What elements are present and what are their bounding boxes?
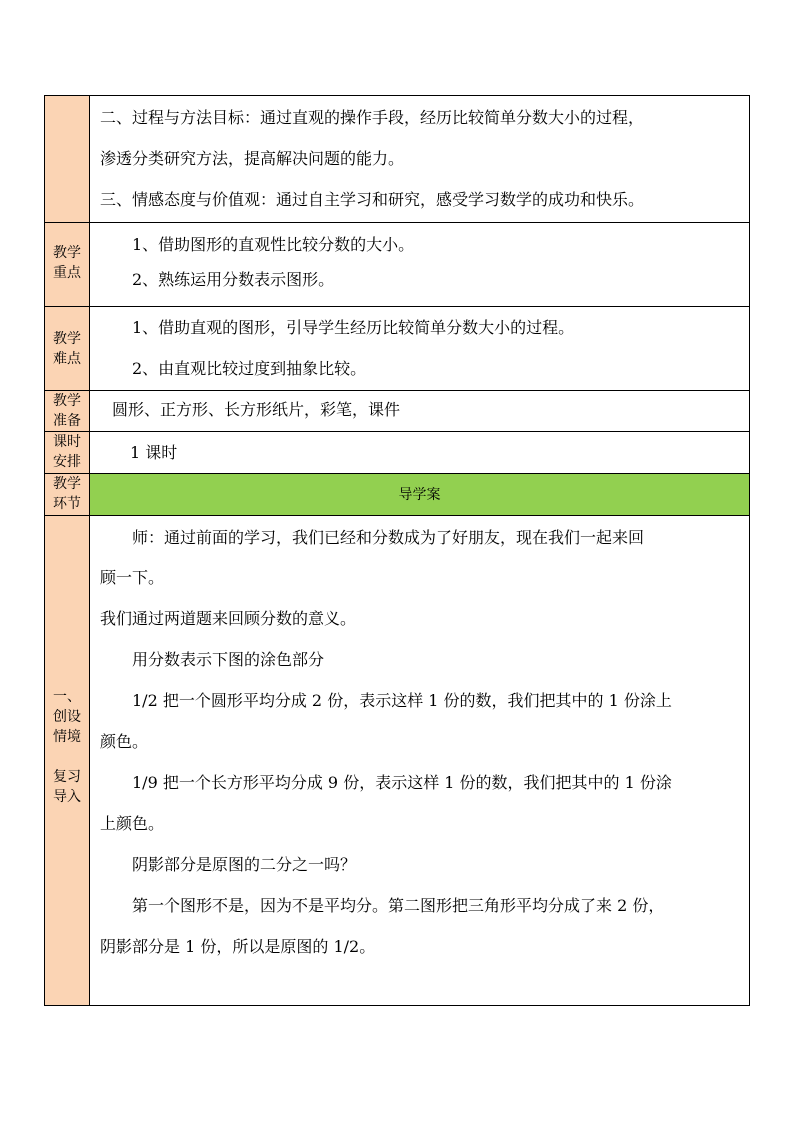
difficulties-label <box>44 307 90 391</box>
preparation-row <box>44 390 750 432</box>
objective-line: 渗透分类研究方法，提高解决问题的能力。 <box>100 149 405 168</box>
difficulty-line: 1、借助直观的图形，引导学生经历比较简单分数大小的过程。 <box>132 318 575 337</box>
stage-label <box>44 474 90 516</box>
key-points-content <box>90 223 750 307</box>
section-one-row <box>44 515 750 1006</box>
paragraph-line: 阴影部分是原图的二分之一吗？ <box>132 855 357 874</box>
difficulties-content <box>90 307 750 391</box>
schedule-text: 1 课时 <box>130 443 178 462</box>
paragraph-line: 1/2 把一个圆形平均分成 2 份，表示这样 1 份的数，我们把其中的 1 份涂上 <box>132 691 672 710</box>
schedule-content <box>90 432 750 474</box>
objectives-label-cell <box>44 96 90 223</box>
paragraph-line: 我们通过两道题来回顾分数的意义。 <box>100 609 357 628</box>
stage-row <box>44 473 750 516</box>
label-text: 课时 <box>53 434 81 450</box>
label-text: 情境 <box>53 729 81 745</box>
section-one-label <box>44 516 90 1005</box>
label-text: 安排 <box>53 454 81 470</box>
preparation-content <box>90 391 750 432</box>
paragraph-line: 颜色。 <box>100 732 149 751</box>
stage-header-text: 导学案 <box>398 487 441 503</box>
stage-content <box>90 474 750 516</box>
label-text: 复习 <box>53 769 81 785</box>
difficulty-line: 2、由直观比较过度到抽象比较。 <box>132 359 367 378</box>
section-one-content <box>90 516 750 1005</box>
difficulties-row <box>44 306 750 391</box>
label-text: 教学 <box>53 476 81 492</box>
paragraph-line: 顾一下。 <box>100 568 165 587</box>
preparation-text: 圆形、正方形、长方形纸片，彩笔，课件 <box>112 400 401 419</box>
label-text: 教学 <box>53 331 81 347</box>
label-text: 环节 <box>53 496 81 512</box>
paragraph-line: 师：通过前面的学习，我们已经和分数成为了好朋友，现在我们一起来回 <box>132 528 645 547</box>
objectives-row <box>44 95 750 223</box>
paragraph-line: 1/9 把一个长方形平均分成 9 份，表示这样 1 份的数，我们把其中的 1 份涂 <box>132 773 672 792</box>
key-point-line: 1、借助图形的直观性比较分数的大小。 <box>132 235 415 254</box>
label-text: 教学 <box>53 245 81 261</box>
objective-line: 三、情感态度与价值观：通过自主学习和研究，感受学习数学的成功和快乐。 <box>100 190 645 209</box>
objective-line: 二、过程与方法目标：通过直观的操作手段，经历比较简单分数大小的过程， <box>100 108 645 127</box>
paragraph-line: 第一个图形不是，因为不是平均分。第二图形把三角形平均分成了来 2 份， <box>132 896 665 915</box>
schedule-label <box>44 432 90 474</box>
paragraph-line: 用分数表示下图的涂色部分 <box>132 650 325 669</box>
key-points-row <box>44 222 750 307</box>
schedule-row <box>44 431 750 474</box>
label-text: 重点 <box>53 265 81 281</box>
objectives-content <box>90 96 750 223</box>
label-text: 教学 <box>53 393 81 409</box>
preparation-label <box>44 391 90 432</box>
paragraph-line: 上颜色。 <box>100 814 165 833</box>
label-text: 导入 <box>53 789 81 805</box>
label-text: 准备 <box>53 413 81 429</box>
paragraph-line: 阴影部分是 1 份，所以是原图的 1/2。 <box>100 937 376 956</box>
label-text: 创设 <box>53 709 81 725</box>
key-points-label <box>44 223 90 307</box>
label-text: 一、 <box>53 689 81 705</box>
key-point-line: 2、熟练运用分数表示图形。 <box>132 270 335 289</box>
lesson-plan-table <box>44 95 750 1005</box>
label-text: 难点 <box>53 351 81 367</box>
